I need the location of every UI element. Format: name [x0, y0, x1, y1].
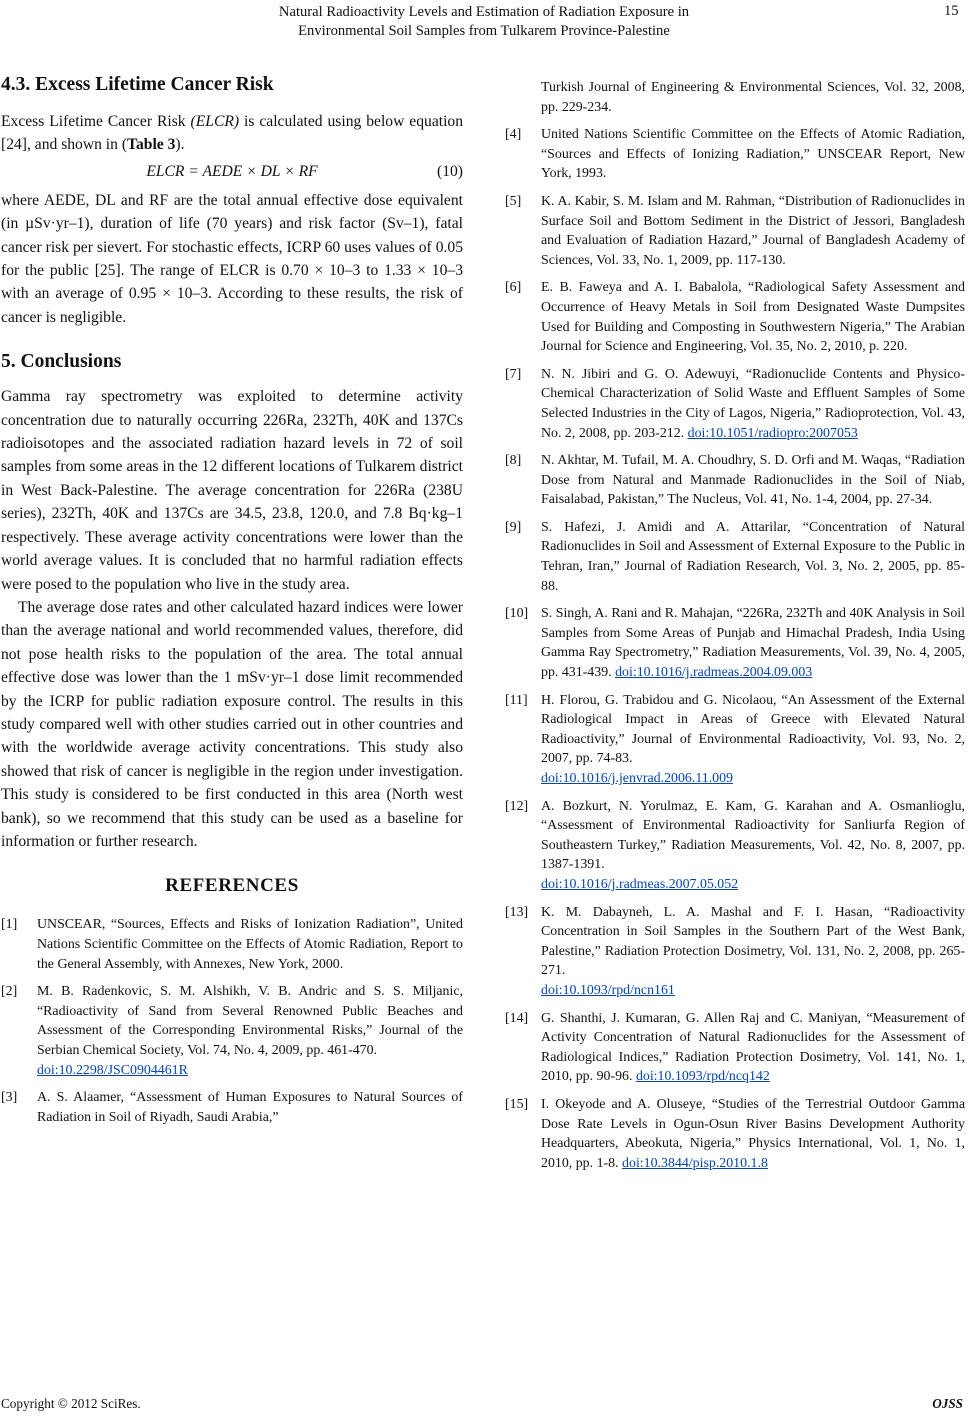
conclusions-paragraph-2: The average dose rates and other calculated hazard indices were lower than the average national and world recommended values, therefore, did not pose health risks to the population of the area. The total annual effective dose was lower than the 1 mSv·yr–1 dose limit recommended by the ICRP for public radiation exposure control. The results in this study compared well with other studies carried out in other countries and with the worldwide average activity concentrations. This study also showed that risk of cancer is negligible in the region under investigation. This study is considered to be first conducted in this area (North west bank), so we recommend that this study can be used as a baseline for information or further research. [1, 598, 463, 850]
reference-item [505, 278, 965, 356]
doi-link[interactable]: doi:10.1093/rpd/ncn161 [541, 982, 675, 998]
equation-number: (10) [437, 162, 463, 180]
reference-text: G. Shanthi, J. Kumaran, G. Allen Raj and C. Maniyan, “Measurement of Activity Concentration of Natural Radionuclides for the Assessment of Radiological Indices,” Radiation Protection Dosimetry, Vol. 141, No. 1, 2010, pp. 90-96. [541, 1010, 965, 1085]
journal-abbreviation: OJSS [932, 1396, 963, 1411]
reference-item [1, 915, 463, 974]
reference-item [1, 1088, 463, 1127]
reference-item [505, 604, 965, 682]
reference-number: [2] [1, 984, 18, 1000]
elcr-intro-paragraph: Excess Lifetime Cancer Risk (ELCR) is calculated using below equation [24], and shown in (Table 3). [1, 113, 463, 154]
elcr-definition-paragraph: where AEDE, DL and RF are the total annual effective dose equivalent (in µSv·yr–1), duration of life (70 years) and risk factor (Sv–1), fatal cancer risk per sievert. For stochastic effects, ICRP 60 uses values of 0.05 for the public [25]. The range of ELCR is 0.70 × 10–3 to 1.33 × 10–3 with an average of 0.95 × 10–3. According to these results, the risk of cancer is negligible. [1, 191, 463, 326]
reference-text: M. B. Radenkovic, S. M. Alshikh, V. B. Andric and S. S. Miljanic, “Radioactivity of Sand from Several Renowned Public Beaches and Assessment of the Corresponding Environmental Risks,” Journal of the Serbian Chemical Society, Vol. 74, No. 4, 2009, pp. 461-470. [37, 984, 463, 1058]
doi-link[interactable]: doi:10.1051/radiopro:2007053 [687, 425, 858, 441]
reference-item [505, 1095, 965, 1173]
doi-link[interactable]: doi:10.1016/j.jenvrad.2006.11.009 [541, 771, 734, 786]
section-heading-5: 5. Conclusions [1, 351, 122, 373]
reference-text-part-2: Turkish Journal of Engineering & Environmental Sciences, Vol. 32, 2008, pp. 229-234. [541, 80, 965, 115]
reference-number: [6] [505, 280, 522, 296]
reference-item [505, 797, 965, 895]
reference-text: I. Okeyode and A. Oluseye, “Studies of the Terrestrial Outdoor Gamma Dose Rate Levels in Ogun-Osun River Basins Development Authority Headquarters, Abeokuta, Nigeria,” Physics International, Vol. 1, No. 1, 2010, pp. 1-8. [541, 1096, 965, 1171]
reference-text: N. N. Jibiri and G. O. Adewuyi, “Radionuclide Contents and Physico-Chemical Characterization of Solid Waste and Effluent Samples of Some Selected Industries in the City of Lagos, Nigeria,” Radioprotection, Vol. 43, No. 2, 2008, pp. 203-212. [541, 366, 965, 441]
reference-number: [4] [505, 127, 522, 143]
reference-text: UNSCEAR, “Sources, Effects and Risks of Ionization Radiation”, United Nations Scientific Committee on the Effects of Atomic Radiation, Report to the General Assembly, with Annexes, New York, 2000. [37, 917, 463, 972]
reference-number: [5] [505, 193, 522, 209]
reference-text: S. Hafezi, J. Amidi and A. Attarilar, “Concentration of Natural Radionuclides in Soil and Assessment of External Exposure to the Public in Tehran, Iran,” Journal of Radiation Research, Vol. 3, No. 2, 2005, pp. 85-88. [541, 519, 965, 594]
reference-number: [8] [505, 453, 522, 469]
reference-item [505, 192, 965, 270]
reference-number: [9] [505, 519, 522, 535]
reference-number: [15] [505, 1096, 529, 1112]
reference-text: S. Singh, A. Rani and R. Mahajan, “226Ra, 232Th and 40K Analysis in Soil Samples from Some Areas of Punjab and Himachal Pradesh, India Using Gamma Ray Spectrometry,” Radiation Measurements, Vol. 39, No. 4, 2005, pp. 431-439. [541, 606, 965, 681]
section-heading-4-3: 4.3. Excess Lifetime Cancer Risk [1, 74, 274, 95]
doi-link[interactable]: doi:10.1016/j.radmeas.2007.05.052 [541, 876, 739, 892]
left-column [1, 74, 463, 1135]
equation-10 [1, 159, 463, 185]
reference-number: [10] [505, 606, 529, 622]
equation-body: ELCR = AEDE × DL × RF [146, 162, 318, 180]
reference-item [505, 125, 965, 184]
reference-text: K. A. Kabir, S. M. Islam and M. Rahman, “Distribution of Radionuclides in Surface Soil and Bottom Sediment in the District of Jessori, Bangladesh and Evaluation of Radiation Hazard,” Journal of Bangladesh Academy of Sciences, Vol. 33, No. 1, 2009, pp. 117-130. [541, 193, 965, 268]
reference-text: A. Bozkurt, N. Yorulmaz, E. Kam, G. Karahan and A. Osmanlioglu, “Assessment of Environmental Radioactivity for Sanliurfa Region of Southeastern Turkey,” Radiation Measurements, Vol. 42, No. 8, 2007, pp. 1387-1391. [541, 798, 965, 873]
reference-text: E. B. Faweya and A. I. Babalola, “Radiological Safety Assessment and Occurrence of Heavy Metals in Soil from Designated Waste Dumpsites Used for Building and Composting in Southwestern Nigeria,” The Arabian Journal for Science and Engineering, Vol. 35, No. 2, 2010, p. 220. [541, 280, 965, 355]
reference-text: N. Akhtar, M. Tufail, M. A. Choudhry, S. D. Orfi and M. Waqas, “Radiation Dose from Natural and Manmade Radionuclides in the Soil of Niab, Faisalabad, Pakistan,” The Nucleus, Vol. 41, No. 1-4, 2004, pp. 27-34. [541, 453, 965, 508]
reference-item [505, 518, 965, 596]
reference-item [505, 903, 965, 1001]
reference-item [505, 1009, 965, 1087]
reference-number: [11] [505, 692, 528, 708]
reference-number: [7] [505, 366, 522, 382]
reference-item [505, 691, 965, 789]
doi-link[interactable]: doi:10.1016/j.radmeas.2004.09.003 [615, 665, 813, 681]
reference-item [505, 365, 965, 443]
reference-number: [12] [505, 798, 529, 814]
page-number: 15 [944, 3, 959, 19]
reference-text-part-1: A. S. Alaamer, “Assessment of Human Exposures to Natural Sources of Radiation in Soil of Riyadh, Saudi Arabia,” [37, 1090, 463, 1125]
reference-item-continuation [541, 78, 965, 117]
reference-text: United Nations Scientific Committee on the Effects of Atomic Radiation, “Sources and Effects of Ionizing Radiation,” UNSCEAR Report, New York, 1993. [541, 127, 965, 182]
doi-link[interactable]: doi:10.2298/JSC0904461R [37, 1062, 188, 1078]
reference-number: [13] [505, 904, 529, 920]
conclusions-paragraph-1: Gamma ray spectrometry was exploited to determine activity concentration due to naturally occurring 226Ra, 232Th, 40K and 137Cs radioisotopes and the associated radiation hazard levels in 72 of soil samples from some areas in the 12 different locations of Tulkarem district in West Back-Palestine. The average concentration for 226Ra (238U series), 232Th, 40K and 137Cs are 34.5, 23.8, 120.0, and 7.8 Bq·kg–1 respectively. These average activity concentrations were lower than the world average values. It is concluded that no harmful radiation effects were posed to the population who live in the study area. [1, 388, 463, 593]
reference-number: [1] [1, 917, 18, 933]
reference-item [505, 451, 965, 510]
reference-item [1, 982, 463, 1080]
reference-number: [14] [505, 1010, 529, 1026]
running-title-line-2: Environmental Soil Samples from Tulkarem Province-Palestine [298, 23, 670, 39]
reference-text: H. Florou, G. Trabidou and G. Nicolaou, “An Assessment of the External Radiological Impact in Areas of Greece with Elevated Natural Radioactivity,” Journal of Environmental Radioactivity, Vol. 93, No. 2, 2007, pp. 74-83. [541, 692, 965, 767]
doi-link[interactable]: doi:10.1093/rpd/ncq142 [635, 1069, 770, 1085]
reference-text: K. M. Dabayneh, L. A. Mashal and F. I. Hasan, “Radioactivity Concentration in Soil Samples in the Southern Part of the West Bank, Palestine,” Radiation Protection Dosimetry, Vol. 131, No. 2, 2008, pp. 265-271. [541, 904, 965, 979]
reference-number: [3] [1, 1090, 18, 1106]
copyright-notice: Copyright © 2012 SciRes. [1, 1396, 141, 1411]
running-title [120, 3, 848, 41]
references-heading: REFERENCES [165, 875, 299, 897]
right-column [505, 78, 965, 1181]
doi-link[interactable]: doi:10.3844/pisp.2010.1.8 [622, 1155, 768, 1171]
running-title-line-1: Natural Radioactivity Levels and Estimation of Radiation Exposure in [278, 4, 690, 20]
